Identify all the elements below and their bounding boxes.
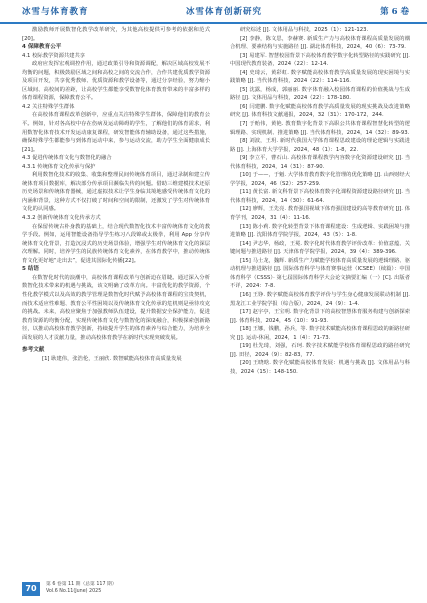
- issue-date: Vol.6 No.11(June) 2025: [46, 588, 102, 594]
- right-column: [220, 26, 410, 376]
- issue-info: [46, 582, 166, 595]
- reference-item: [17] 赵宇亭，王宝明. 数字化背景下的高校智慧体育服务构建与创新探索 [J]. 体育科技，2024，45（10）：91-93.: [230, 309, 410, 324]
- reference-item: [10] 于——，于魁. 大学体育教育数字化管理的优化策略 [J]. 山西财经大学学报，2024，46（S2）：257-259.: [230, 172, 410, 187]
- paragraph: 在保留传统古朴身教的基础上，结合现代数智化技术丰富传统体育文化的教学手段。例如，运用智能设备指导学生练习八段锦或太极拳，利用 App 分享传统体育文化背景，打造沉浸式的历史场景体验，增强学生对传统体育文化的深层次理解。同时，培养学生的民族传统体育文化素养，在体育教学中，推动传统体育文化更好地“走出去”，促进其国际化传播[22]。: [22, 223, 210, 264]
- section-heading: 4 保障教育公平: [22, 44, 62, 51]
- paragraph: 激励教师开展数智化教学改革研究，为其他高校提供可参考的依据和范式[20]。: [22, 27, 210, 42]
- reference-item: [6] 闫建鹏. 数字化赋能高校体育教学高质量发展的现实挑战及改进策略研究 [J]. 体育科技文献通报，2024，32（31）：170-172，244.: [230, 103, 410, 119]
- journal-title: 冰雪与体育教育: [22, 7, 89, 17]
- paragraph: 政府应发挥宏观调控作用，通过政策引导和资源调配，解决区域高校发展不均衡的问题，积极鼓励区域之间和高校之间的交流合作，合作共建优质教学资源及项目开发，共享优秀教师、优质资源和教学设备等，通过分享经验，努力缩小区域间、高校间的差距，让高校学生都能享受数智化体育教育带来的丰富多样的体育课程资源，保障教育公平。: [22, 61, 210, 102]
- reference-item: [13] 陈小莉. 数字化转型背景下体育课程建设：生成逻辑、实践困境与推进策略 [J]. 沈阳体育学院学报，2024，43（5）：1-8.: [230, 223, 410, 239]
- reference-item: [11] 黄长富. 新文科背景下高校体育数字化课程资源建设路径研究 [J]. 当代体育科技，2024，14（30）：61-64.: [230, 189, 410, 204]
- reference-item: [1] 耿建伟，张浩伦，王丽欣. 数智赋能高校体育高质量发展: [42, 355, 182, 362]
- reference-item: [2] 李静，陈文思，李赫赛. 新质生产力与高校体育课程高质量发展的耦合机理、要素结构与实施路径 [J]. 湖北体育科技，2024，40（6）：73-79.: [230, 35, 410, 51]
- subsection-heading: 4.1 校际教学资源共建共享: [22, 52, 86, 59]
- reference-item: [7] 于贻伟，黄艳. 教育数字化背景下高职公共体育课程智慧化转型的逻辑理路、实现机制、推进策略 [J]. 当代体育科技，2024，14（32）：89-93.: [230, 121, 410, 136]
- subsection-heading: 4.3 促进传统体育文化与数智化的融合: [22, 155, 112, 162]
- section-heading: 5 结语: [22, 266, 40, 273]
- reference-item: [9] 李立平，曹石山. 高校体育课程教学内容数字化资源建设研究 [J]. 当代体育科技，2024，14（31）：87-90.: [230, 155, 410, 170]
- paragraph: 利用数智化技术的收集、收集和整理民间传统体育项目，通过录制和建立传统体育项目数据库，解决部分传承项目濒临失传的问题。借助三维建模技术还原历史场景和传统体育器械，通过虚拟技术让学生身临其境地感受传统体育文化的内涵和背景，这种方式不仅打破了时间和空间的限制，还激发了学生对传统体育文化的认同感。: [22, 172, 210, 213]
- issue-label: 第 6 卷第 11 期（总第 117 期）: [46, 582, 117, 587]
- paragraph: 在高校体育课程改革创新中，应重点关注特殊学生群体，保障他们的教育公平。例如，针对各高校中存在伤病及运动障碍的学生，了解他们的体育需求，利用数智化体育技术开发运动康复课程，研发智能体育辅助设备，通过这些措施，确保特殊学生都能参与到体育运动中来，参与运动交流，助力学生全面健康成长[21]。: [22, 112, 210, 153]
- reference-item: [3] 易建军. 智慧校园背景下高校体育教学数字化转型路径的实践研究 [J]. 中国现代教育装备，2024（22）：12-14.: [230, 52, 410, 68]
- reference-item: 研究综述 [J]. 文体用品与科技，2025（1）：121-123.: [240, 27, 369, 33]
- subsubsection-heading: 4.3.1 传统体育文化传承与保护: [22, 163, 96, 170]
- reference-item: [16] 王铮. 数字赋能高校体育教学评价与学生身心健康发展联动机制 [J]. 黑龙江工业学院学报（综合版），2024，24（9）：1-4.: [230, 291, 410, 307]
- references-heading: 参考文献: [22, 347, 45, 354]
- left-column: [22, 26, 210, 363]
- reference-item: [20] 王晓晗. 数字化赋能高校体育发展：机遇与挑战 [J]. 文体用品与科技，2024（15）：148-150.: [230, 360, 410, 375]
- reference-item: [5] 沈露，杨成，郭丽丽. 数字体育融入校园体育课程的价值挑战与生成路径 [J]. 文体用品与科技，2024（22）：178-180.: [230, 86, 410, 102]
- volume-label: 第 6 卷: [380, 7, 409, 17]
- reference-item: [4] 史琦云，黄彩虹. 数字赋能高校体育教学高质量发展的现实困境与实践策略 [J]. 当代体育科技，2024（22）：114-116.: [230, 69, 410, 85]
- page-header: [0, 0, 427, 24]
- page-number: 70: [22, 582, 40, 596]
- section-title: 冰雪体育创新研究: [186, 7, 263, 17]
- subsubsection-heading: 4.3.2 创新传统体育文化传承方式: [22, 215, 101, 222]
- reference-item: [14] 尹志华，杨政，王冕. 数字化时代体育教学评价改革：价值意蕴、关键问题与推进路径 [J]. 天津体育学院学报，2024，39（4）：389-396.: [230, 240, 410, 256]
- reference-item: [19] 杜先琦，刘强，石珂. 数字技术赋能学校体育课程思政的路径研究 [J]. 田径，2024（9）：82-83，77.: [230, 343, 410, 358]
- reference-item: [15] 马士龙，魏辉. 新质生产力赋能学校体育高质量发展的逻辑理路、驱动机理与推进路径 [J]. 国际体育科学与体育赛事运营（ICSEE）（续篇）：中国体育科学（CSSS）· 第七届国际体育科学大会论文摘要汇编（一）[C]. 出版者不详，2024：7-8.: [230, 257, 410, 290]
- reference-item: [12] 廖辉，王先亮. 教育强国视域下体育强国建设的高等教育研究 [J]. 体育学刊，2024，31（4）：11-16.: [230, 206, 410, 222]
- reference-item: [18] 王娜，钱鹏，孙兵，等. 数字技术赋能高校体育课程思政的新路径研究 [J]. 运动-休闲，2024，1（4）：71-73.: [230, 326, 410, 341]
- paragraph: 在数智化时代的浪潮中，高校体育课程改革与创新迫在眉睫。通过深入分析数智化技术带来的机遇与挑战，该文明确了改革方向。丰富优化的教学资源，个性化教学模式以及高效的教学管理是数智化时代赋予高校体育课程的宝贵契机，而技术适应性难题、教育公平性困境以及传统体育文化传承的危机则是亟待攻克的挑战。未来，高校应聚焦于加强教师队伍建设，提升数据安全保护能力，促进教育资源的均衡分配，实现传统体育文化与数智化的深度融合，积极探索创新路径，以推动高校体育教学创新，持续提升学生的体育素养与综合能力，为培养全面发展的人才贡献力量，推动高校体育教学在新时代实现突破发展。: [22, 274, 210, 341]
- reference-item: [8] 刘波，王玥. 新时代我国大学体育课程思政建设的理论逻辑与实践进路 [J]. 上海体育大学学报，2024，48（1）：1-8，22.: [230, 138, 410, 153]
- subsection-heading: 4.2 关注特殊学生群体: [22, 103, 75, 110]
